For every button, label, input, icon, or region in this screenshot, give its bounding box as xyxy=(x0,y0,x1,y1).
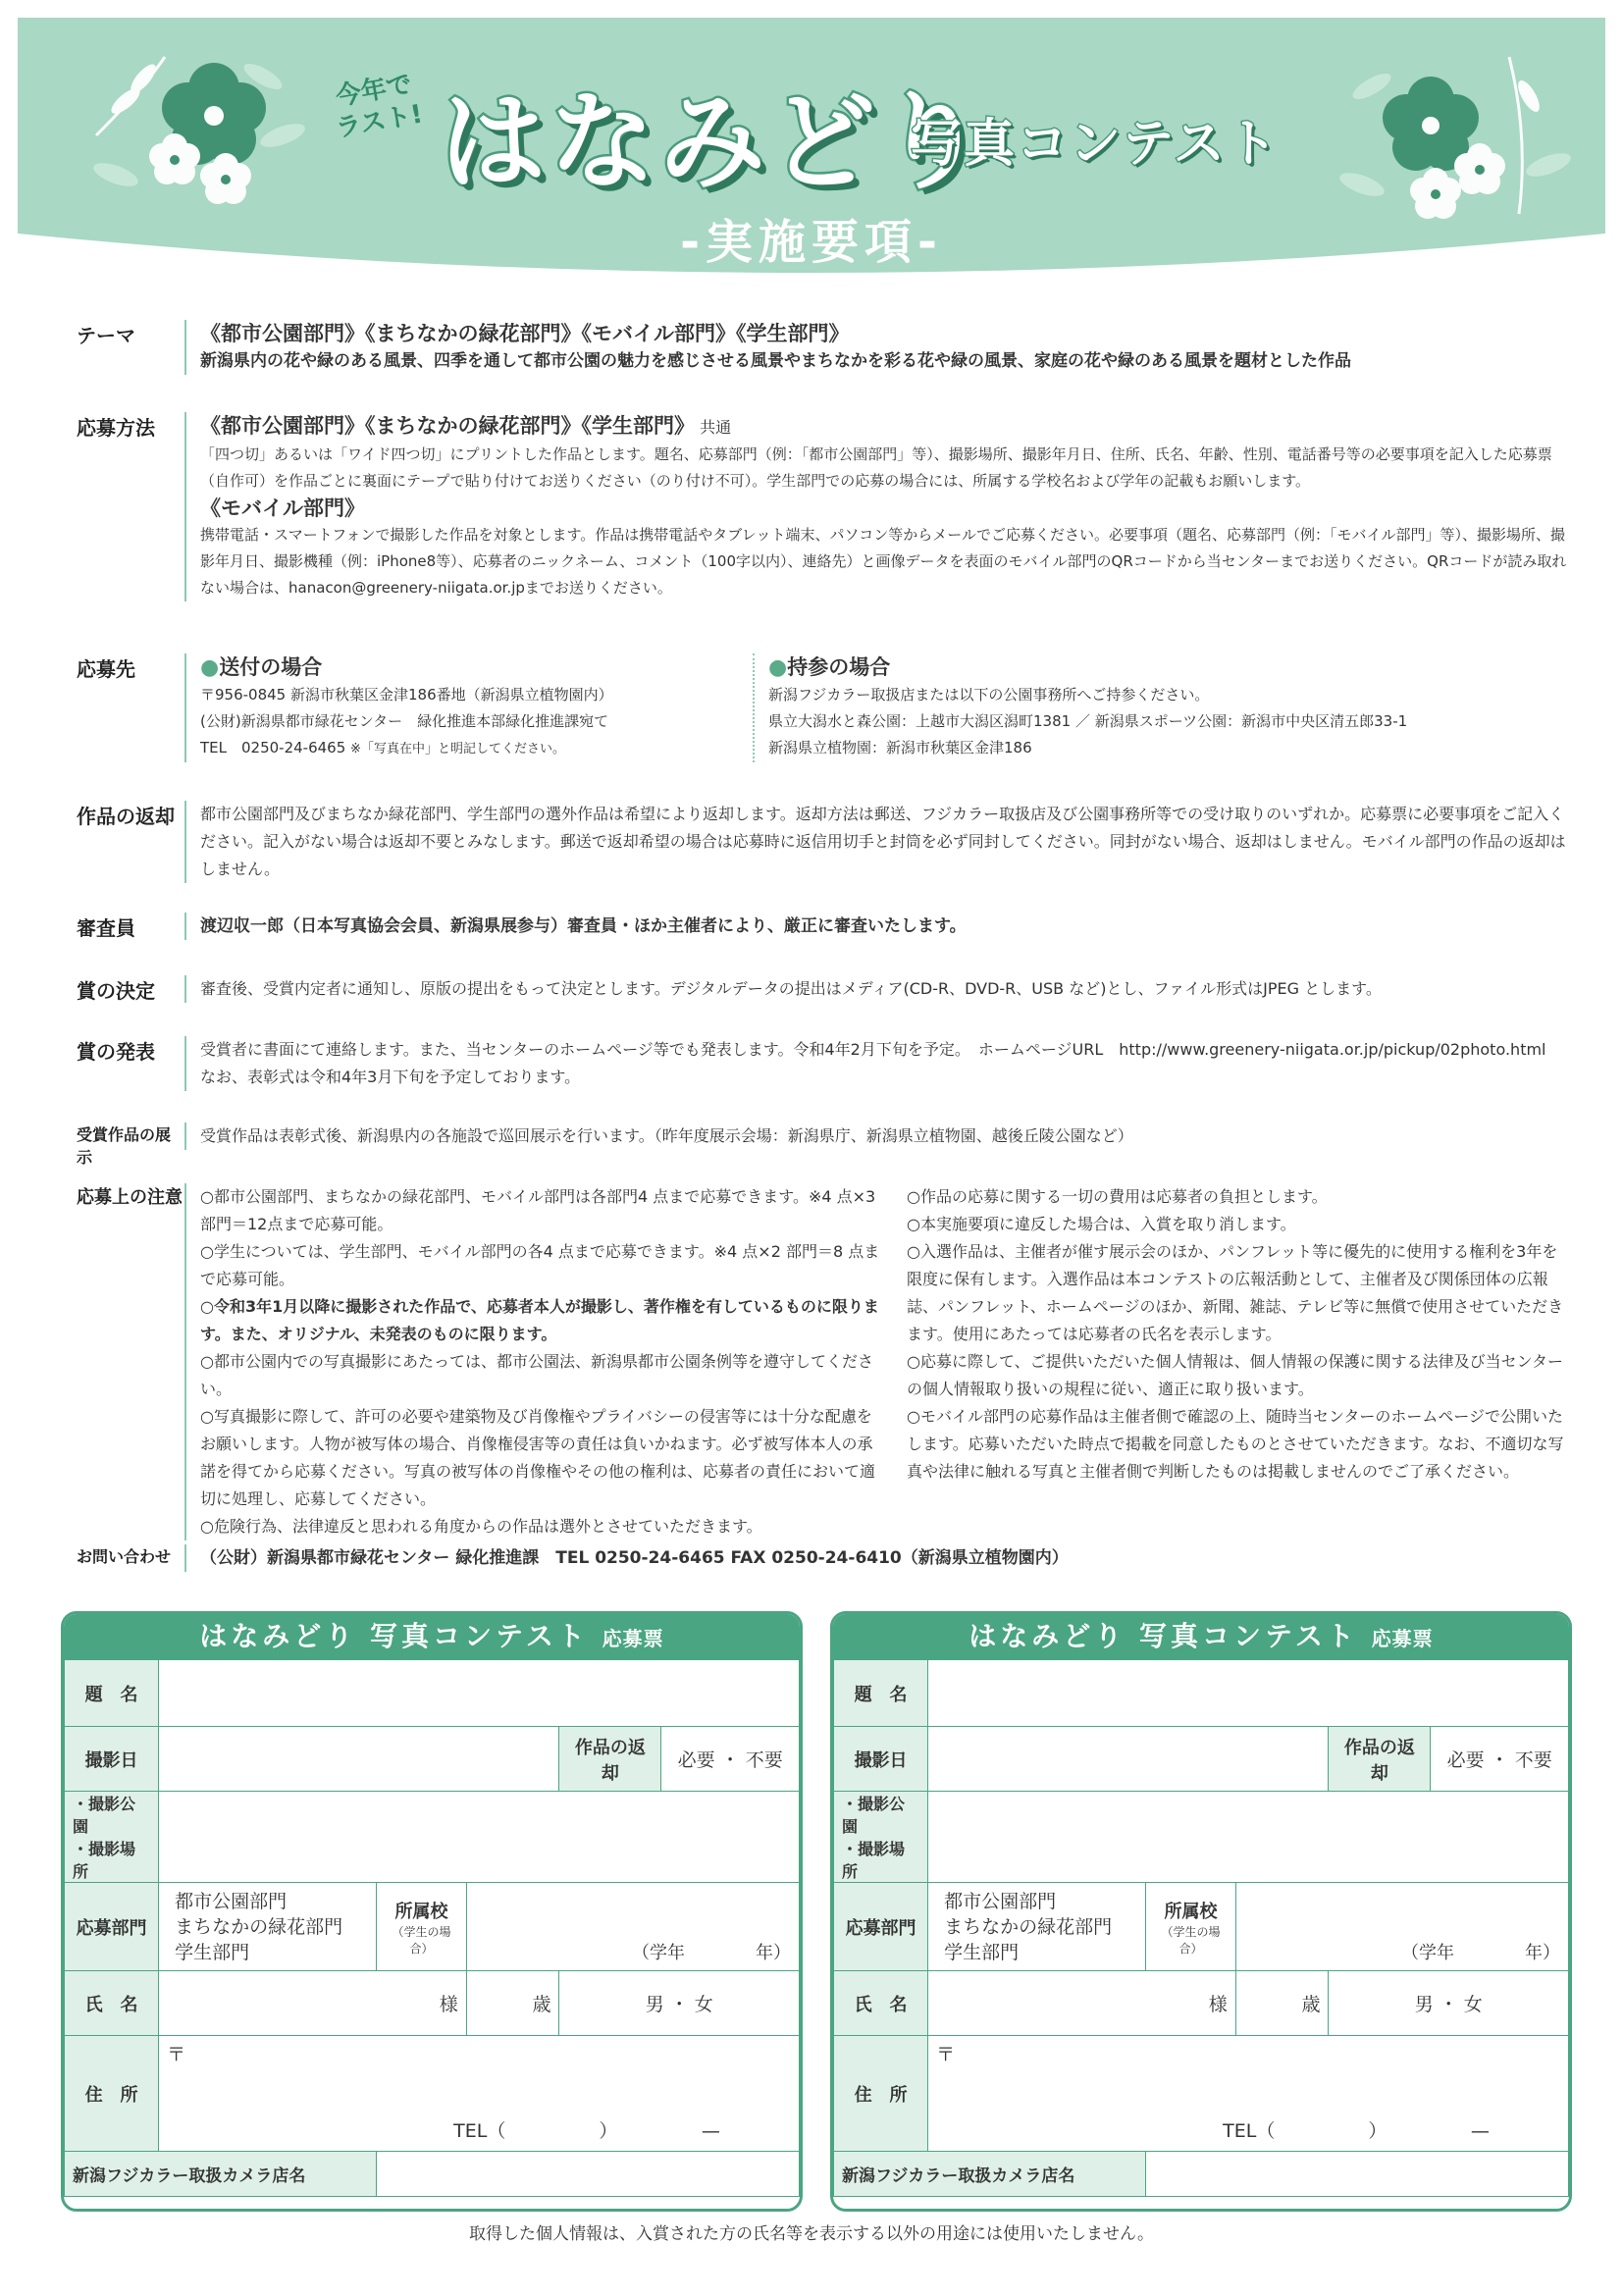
theme-categories: 《都市公園部門》《まちなかの緑花部門》《モバイル部門》《学生部門》 xyxy=(200,322,850,345)
form-date-field[interactable] xyxy=(928,1727,1329,1792)
form-place-label: ・撮影公園 ・撮影場所 xyxy=(65,1792,159,1883)
bring-head: 持参の場合 xyxy=(787,655,891,679)
form-sex-options[interactable]: 男 ・ 女 xyxy=(1329,1971,1569,2036)
form-age-field[interactable]: 歳 xyxy=(466,1971,559,2036)
form-address-label: 住 所 xyxy=(65,2036,159,2152)
form-dept-options[interactable]: 都市公園部門 まちなかの緑花部門 学生部門 xyxy=(159,1883,377,1971)
form-school-field[interactable]: （学年 年） xyxy=(1235,1883,1568,1971)
method-common-suffix: 共通 xyxy=(700,418,732,437)
return-text: 都市公園部門及びまちなか緑花部門、学生部門の選外作品は希望により返却します。返却方法は郵送、フジカラー取扱店及び公園事務所等での受け取りのいずれか。応募票に必要事項をご記入ください。記入がない場合は返却不要とみなします。郵送で返却希望の場合は応募時に返信用切手と封筒を必ず同封してください。同封がない場合、返却はしません。モバイル部門の作品の返却はしません。 xyxy=(184,801,1568,883)
bring-line-3: 新潟県立植物園：新潟市秋葉区金津186 xyxy=(768,739,1032,757)
form-dept-label: 応募部門 xyxy=(834,1883,928,1971)
theme-label: テーマ xyxy=(77,324,135,347)
mail-address-line: 〒956-0845 新潟市秋葉区金津186番地（新潟県立植物園内） xyxy=(200,686,613,704)
exhibit-section xyxy=(77,1122,1568,1167)
form-shop-label: 新潟フジカラー取扱カメラ店名 xyxy=(65,2152,377,2197)
notes-section xyxy=(77,1183,1568,1536)
note-item: ○本実施要項に違反した場合は、入賞を取り消します。 xyxy=(907,1215,1296,1233)
page-title: はなみどり xyxy=(440,81,990,204)
announce-section xyxy=(77,1036,1568,1091)
form-shop-field[interactable] xyxy=(1146,2152,1569,2197)
judge-label: 審査員 xyxy=(77,916,135,940)
form-school-field[interactable]: （学年 年） xyxy=(466,1883,799,1971)
form-return-label: 作品の返却 xyxy=(559,1727,661,1792)
mail-head: 送付の場合 xyxy=(219,655,323,679)
form-title-field[interactable] xyxy=(159,1660,800,1727)
form-date-label: 撮影日 xyxy=(65,1727,159,1792)
form-name-label: 氏 名 xyxy=(834,1971,928,2036)
contact-text: （公財）新潟県都市緑花センター 緑化推進課 TEL 0250-24-6465 FAX 0250-24-6410（新潟県立植物園内） xyxy=(184,1544,1568,1572)
note-item: ○作品の応募に関する一切の費用は応募者の負担とします。 xyxy=(907,1187,1328,1206)
form-return-options[interactable]: 必要 ・ 不要 xyxy=(1431,1727,1569,1792)
form-place-label: ・撮影公園 ・撮影場所 xyxy=(834,1792,928,1883)
form-title-label: 題 名 xyxy=(65,1660,159,1727)
judge-text: 渡辺収一郎（日本写真協会会員、新潟県展参与）審査員・ほか主催者により、厳正に審査いたします。 xyxy=(184,913,1568,940)
section-title: -実施要項- xyxy=(680,215,943,270)
note-item: ○令和3年1月以降に撮影された作品で、応募者本人が撮影し、著作権を有しているものに限ります。また、オリジナル、未発表のものに限ります。 xyxy=(200,1297,879,1343)
mail-recipient-line: (公財)新潟県都市緑花センター 緑化推進本部緑化推進課宛て xyxy=(200,712,609,730)
note-item: ○応募に際して、ご提供いただいた個人情報は、個人情報の保護に関する法律及び当センターの個人情報取り扱いの規程に従い、適正に取り扱います。 xyxy=(907,1352,1564,1398)
form-sex-options[interactable]: 男 ・ 女 xyxy=(559,1971,800,2036)
decision-label: 賞の決定 xyxy=(77,979,155,1003)
method-head-common: 《都市公園部門》《まちなかの緑花部門》《学生部門》 xyxy=(200,414,695,438)
judge-section xyxy=(77,913,1568,942)
bring-line-2: 県立大潟水と森公園：上越市大潟区潟町1381 ／ 新潟県スポーツ公園：新潟市中央区清五郎33-1 xyxy=(768,712,1408,730)
mail-tel-note: ※「写真在中」と明記してください。 xyxy=(350,742,565,757)
decision-text: 審査後、受賞内定者に通知し、原版の提出をもって決定とします。デジタルデータの提出はメディア(CD-R、DVD-R、USB など)とし、ファイル形式はJPEG とします。 xyxy=(184,975,1568,1003)
note-item: ○危険行為、法律違反と思われる角度からの作品は選外とさせていただきます。 xyxy=(200,1517,762,1536)
form-name-field[interactable]: 様 xyxy=(159,1971,467,2036)
contact-section xyxy=(77,1544,1568,1574)
page-subtitle: 写真コンテスト xyxy=(911,115,1280,174)
privacy-footer: 取得した個人情報は、入賞された方の氏名等を表示する以外の用途には使用いたしません。 xyxy=(468,2224,1155,2244)
form-shop-label: 新潟フジカラー取扱カメラ店名 xyxy=(834,2152,1146,2197)
form-shop-field[interactable] xyxy=(377,2152,800,2197)
form-header: はなみどり 写真コンテスト 応募票 xyxy=(64,1614,800,1659)
form-address-field[interactable]: 〒 TEL（ ） — xyxy=(159,2036,800,2152)
decision-section xyxy=(77,975,1568,1005)
entry-form-right xyxy=(830,1611,1572,2212)
form-tel-field[interactable]: TEL（ ） — xyxy=(1223,2120,1490,2142)
form-age-field[interactable]: 歳 xyxy=(1235,1971,1329,2036)
last-year-badge: 今年で ラスト! xyxy=(333,69,425,144)
form-tel-field[interactable]: TEL（ ） — xyxy=(453,2120,720,2142)
note-item: ○都市公園内での写真撮影にあたっては、都市公園法、新潟県都市公園条例等を遵守してください。 xyxy=(200,1352,873,1398)
mail-tel: TEL 0250-24-6465 xyxy=(200,739,346,757)
form-school-label: 所属校 （学生の場合） xyxy=(1146,1883,1235,1971)
return-label: 作品の返却 xyxy=(77,805,175,828)
ceremony-text: なお、表彰式は令和4年3月下旬を予定しております。 xyxy=(200,1068,581,1086)
note-item: ○都市公園部門、まちなかの緑花部門、モバイル部門は各部門4 点まで応募できます。※4 点×3 部門＝12点まで応募可能。 xyxy=(200,1187,876,1233)
form-dept-label: 応募部門 xyxy=(65,1883,159,1971)
theme-description: 新潟県内の花や緑のある風景、四季を通して都市公園の魅力を感じさせる風景やまちなかを彩る花や緑の風景、家庭の花や緑のある風景を題材とした作品 xyxy=(200,351,1351,371)
exhibit-label: 受賞作品の展示 xyxy=(77,1125,172,1167)
form-place-field[interactable] xyxy=(159,1792,800,1883)
destination-section xyxy=(77,653,1568,771)
destination-label: 応募先 xyxy=(77,657,135,681)
form-place-field[interactable] xyxy=(928,1792,1569,1883)
bullet-icon: ● xyxy=(768,655,788,680)
form-date-field[interactable] xyxy=(159,1727,559,1792)
form-name-field[interactable]: 様 xyxy=(928,1971,1236,2036)
bring-line-1: 新潟フジカラー取扱店または以下の公園事務所へご持参ください。 xyxy=(768,686,1210,704)
method-common-text: 「四つ切」あるいは「ワイド四つ切」にプリントした作品とします。題名、応募部門（例：「都市公園部門」等）、撮影場所、撮影年月日、住所、氏名、年齢、性別、電話番号等の必要事項を記入した応募票（自作可）を作品ごとに裏面にテープで貼り付けてお送りください（のり付け不可）。学生部門での応募の場合には、所属する学校名および学年の記載もお願いします。 xyxy=(200,445,1552,490)
form-header: はなみどり 写真コンテスト 応募票 xyxy=(833,1614,1569,1659)
method-label: 応募方法 xyxy=(77,416,155,440)
method-section xyxy=(77,412,1568,628)
theme-section xyxy=(77,320,1568,379)
method-mobile-text: 携帯電話・スマートフォンで撮影した作品を対象とします。作品は携帯電話やタブレット端末、パソコン等からメールでご応募ください。必要事項（題名、応募部門（例：「モバイル部門」等）、撮影場所、撮影年月日、撮影機種（例：iPhone8等）、応募者のニックネーム、コメント（100字以内）、連絡先）と画像データを表面のモバイル部門のQRコードから当センターまでお送りください。QRコードが読み取れない場合は、hanacon@greenery-niigata.or.jpまでお送りください。 xyxy=(200,526,1567,597)
form-title-field[interactable] xyxy=(928,1660,1569,1727)
form-return-label: 作品の返却 xyxy=(1329,1727,1431,1792)
form-date-label: 撮影日 xyxy=(834,1727,928,1792)
form-return-options[interactable]: 必要 ・ 不要 xyxy=(661,1727,800,1792)
bullet-icon: ● xyxy=(200,655,220,680)
form-name-label: 氏 名 xyxy=(65,1971,159,2036)
note-item: ○モバイル部門の応募作品は主催者側で確認の上、随時当センターのホームページで公開いたします。応募いただいた時点で掲載を同意したものとさせていただきます。なお、不適切な写真や法律に触れる写真と主催者側で判断したものは掲載しませんのでご了承ください。 xyxy=(907,1407,1564,1481)
announce-text: 受賞者に書面にて連絡します。また、当センターのホームページ等でも発表します。令和4年2月下旬を予定。 ホームページURL http://www.greenery-niigata.or.jp/pickup/02photo.html xyxy=(200,1040,1546,1059)
header-banner xyxy=(18,18,1605,285)
note-item: ○写真撮影に際して、許可の必要や建築物及び肖像権やプライバシーの侵害等には十分な配慮をお願いします。人物が被写体の場合、肖像権侵害等の責任は負いかねます。必ず被写体本人の承諾を得てから応募ください。写真の被写体の肖像権やその他の権利は、応募者の責任において適切に処理し、応募してください。 xyxy=(200,1407,876,1508)
form-address-field[interactable]: 〒 TEL（ ） — xyxy=(928,2036,1569,2152)
exhibit-text: 受賞作品は表彰式後、新潟県内の各施設で巡回展示を行います。（昨年度展示会場：新潟県庁、新潟県立植物園、越後丘陵公園など） xyxy=(184,1122,1568,1150)
announce-label: 賞の発表 xyxy=(77,1040,155,1064)
note-item: ○入選作品は、主催者が催す展示会のほか、パンフレット等に優先的に使用する権利を3年を限度に保有します。入選作品は本コンテストの広報活動として、主催者及び関係団体の広報誌、パンフレット、ホームページのほか、新聞、雑誌、テレビ等に無償で使用させていただきます。使用にあたっては応募者の氏名を表示します。 xyxy=(907,1242,1564,1343)
note-item: ○学生については、学生部門、モバイル部門の各4 点まで応募できます。※4 点×2 部門＝8 点まで応募可能。 xyxy=(200,1242,880,1288)
form-title-label: 題 名 xyxy=(834,1660,928,1727)
contact-label: お問い合わせ xyxy=(77,1547,172,1566)
form-address-label: 住 所 xyxy=(834,2036,928,2152)
form-dept-options[interactable]: 都市公園部門 まちなかの緑花部門 学生部門 xyxy=(928,1883,1146,1971)
return-section xyxy=(77,801,1568,879)
entry-form-left xyxy=(61,1611,803,2212)
method-head-mobile: 《モバイル部門》 xyxy=(200,496,365,520)
notes-label: 応募上の注意 xyxy=(77,1187,183,1208)
form-school-label: 所属校 （学生の場合） xyxy=(377,1883,466,1971)
